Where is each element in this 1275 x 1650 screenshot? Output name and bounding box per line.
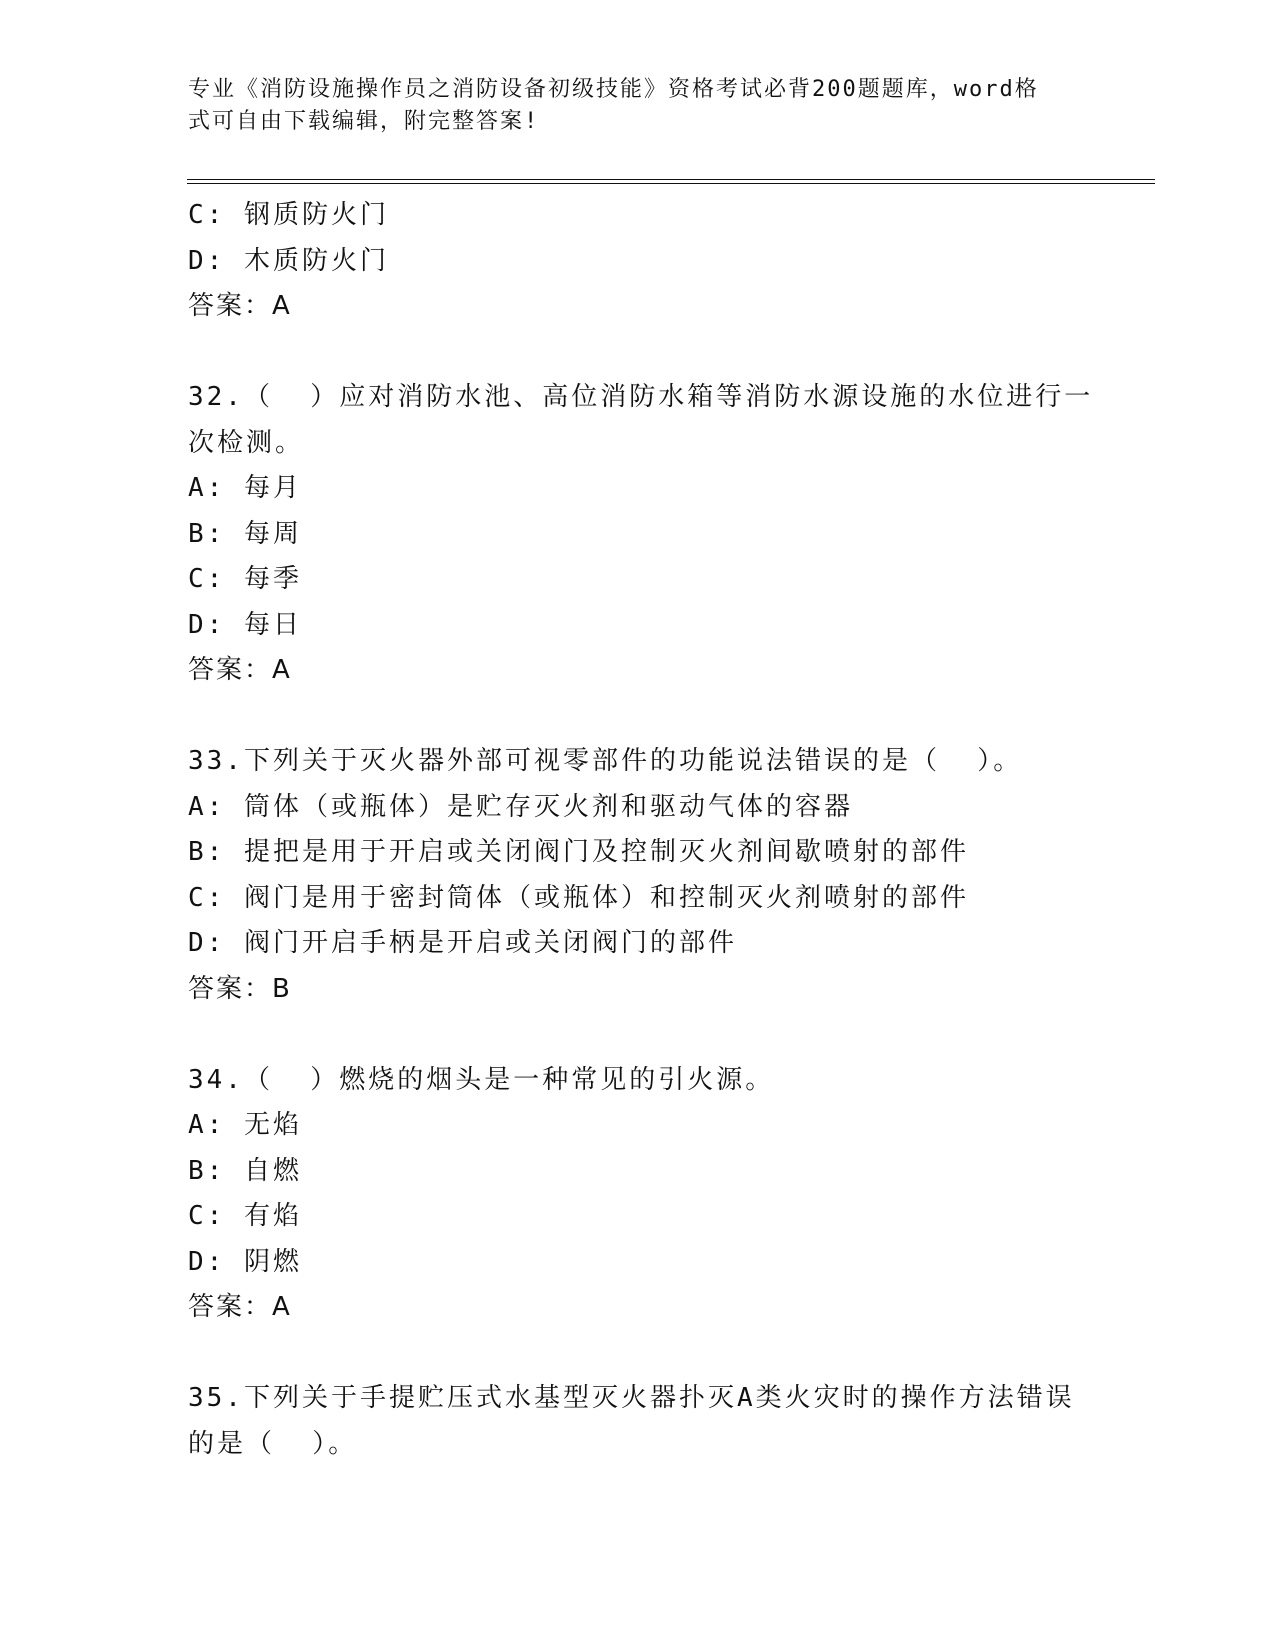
q33-stem: 33.下列关于灭火器外部可视零部件的功能说法错误的是（ ）。 <box>188 746 1023 776</box>
q33-option-a: A: 筒体（或瓶体）是贮存灭火剂和驱动气体的容器 <box>188 791 853 822</box>
q33-option-c: C: 阀门是用于密封筒体（或瓶体）和控制灭火剂喷射的部件 <box>188 882 969 913</box>
q33-option-d: D: 阀门开启手柄是开启或关闭阀门的部件 <box>188 928 737 958</box>
spacer <box>188 1331 1088 1377</box>
q33-answer: 答案：B <box>188 973 292 1004</box>
q32-option-b: B: 每周 <box>188 518 302 549</box>
header-divider-bottom <box>187 183 1155 184</box>
q35-stem-line-1: 35.下列关于手提贮压式水基型灭火器扑灭A类火灾时的操作方法错误 <box>188 1383 1075 1413</box>
q31-option-c: C: 钢质防火门 <box>188 200 389 230</box>
q31-answer: 答案：A <box>188 291 292 321</box>
q32-stem-line-1: 32.（ ）应对消防水池、高位消防水箱等消防水源设施的水位进行一 <box>188 382 1094 412</box>
q34-option-d: D: 阴燃 <box>188 1246 302 1277</box>
q32-stem-line-2: 次检测。 <box>188 427 305 458</box>
question-35-block <box>188 1376 1088 1467</box>
q32-option-c: C: 每季 <box>188 564 302 594</box>
question-34-block <box>188 1058 1088 1331</box>
document-header <box>188 74 1068 138</box>
q34-option-a: A: 无焰 <box>188 1110 302 1140</box>
q34-stem: 34.（ ）燃烧的烟头是一种常见的引火源。 <box>188 1064 775 1095</box>
header-title-line-1: 专业《消防设施操作员之消防设备初级技能》资格考试必背200题题库，word格 <box>188 77 1039 102</box>
q32-option-a: A: 每月 <box>188 473 302 503</box>
header-divider-top <box>187 179 1155 180</box>
q34-option-c: C: 有焰 <box>188 1201 302 1231</box>
q34-answer: 答案：A <box>188 1292 292 1322</box>
spacer <box>188 1012 1088 1058</box>
q34-option-b: B: 自燃 <box>188 1155 302 1186</box>
q32-option-d: D: 每日 <box>188 609 302 640</box>
q31-option-d: D: 木质防火门 <box>188 245 389 276</box>
spacer <box>188 330 1088 376</box>
header-title-line-2: 式可自由下载编辑，附完整答案! <box>188 109 540 134</box>
question-31-block <box>188 193 1088 330</box>
spacer <box>188 694 1088 740</box>
question-32-block <box>188 375 1094 694</box>
q35-stem-line-2: 的是（ ）。 <box>188 1428 358 1459</box>
question-list <box>188 193 1094 1467</box>
q33-option-b: B: 提把是用于开启或关闭阀门及控制灭火剂间歇喷射的部件 <box>188 837 969 867</box>
q32-answer: 答案：A <box>188 655 292 685</box>
question-33-block <box>188 739 1088 1012</box>
